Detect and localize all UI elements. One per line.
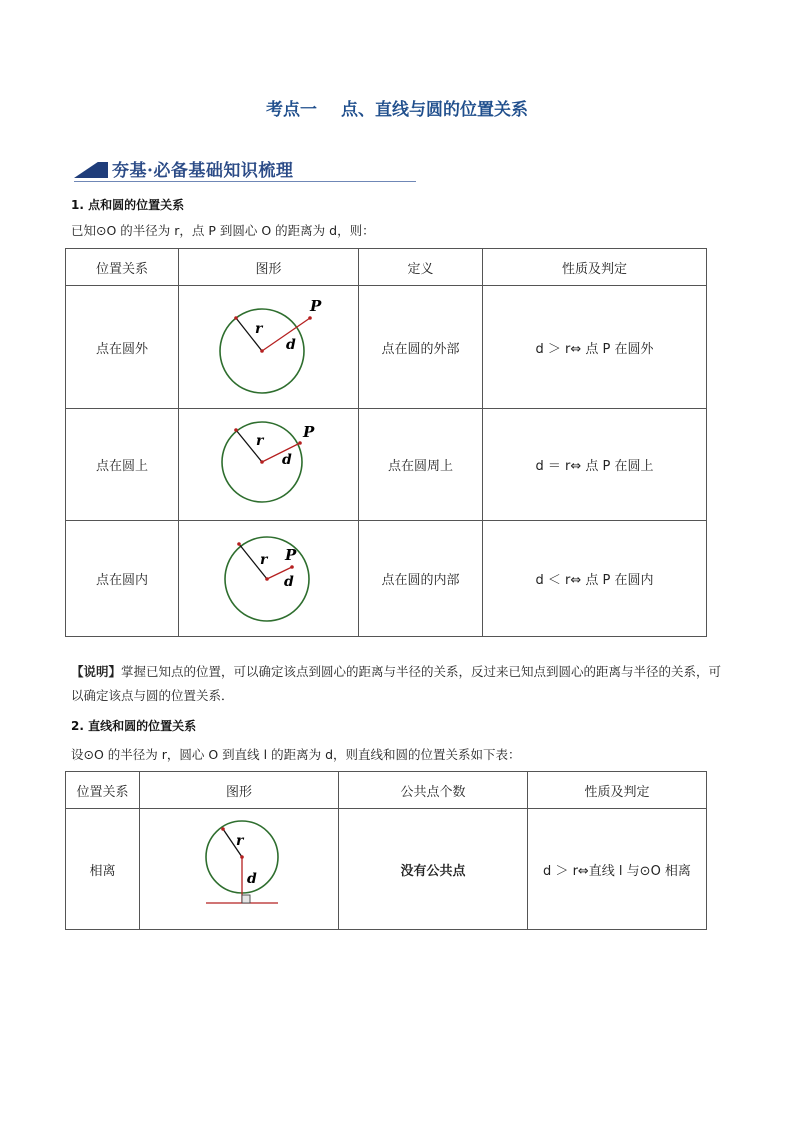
line-separate-figure — [140, 810, 338, 929]
svg-text:d: d — [247, 870, 257, 887]
header-cell: 公共点个数 — [339, 772, 528, 809]
svg-text:P: P — [310, 296, 322, 315]
table-row — [66, 809, 707, 930]
section-1-heading: 1. 点和圆的位置关系 — [71, 198, 185, 212]
common-points-cell: 没有公共点 — [339, 809, 528, 930]
property-cell: d ＜ r⇔ 点 P 在圆内 — [483, 521, 707, 637]
definition-cell: 点在圆周上 — [359, 409, 483, 521]
table-row — [66, 409, 707, 521]
section-banner — [74, 154, 416, 182]
page-title — [0, 95, 794, 120]
point-on-circle-figure — [179, 410, 358, 520]
figure-cell — [179, 409, 359, 521]
property-cell: d ＝ r⇔ 点 P 在圆上 — [483, 409, 707, 521]
header-cell: 位置关系 — [66, 249, 179, 286]
figure-cell — [140, 809, 339, 930]
figure-cell — [179, 521, 359, 637]
header-cell: 图形 — [179, 249, 359, 286]
svg-text:r: r — [255, 320, 263, 337]
line-circle-table — [65, 771, 707, 930]
table-header-row — [66, 249, 707, 286]
header-cell: 性质及判定 — [483, 249, 707, 286]
svg-text:d: d — [286, 336, 296, 353]
figure-cell — [179, 286, 359, 409]
section-2-heading: 2. 直线和圆的位置关系 — [71, 719, 197, 733]
property-cell: d ＞ r⇔直线 l 与⊙O 相离 — [528, 809, 707, 930]
header-cell: 定义 — [359, 249, 483, 286]
property-cell: d ＞ r⇔ 点 P 在圆外 — [483, 286, 707, 409]
note-paragraph — [71, 660, 731, 708]
section-1-intro: 已知⊙O 的半径为 r，点 P 到圆心 O 的距离为 d，则： — [71, 223, 375, 238]
relation-cell: 点在圆内 — [66, 521, 179, 637]
svg-text:P: P — [303, 422, 315, 441]
svg-text:P: P — [285, 545, 297, 564]
banner-bar — [74, 162, 108, 178]
section-2-intro: 设⊙O 的半径为 r，圆心 O 到直线 l 的距离为 d，则直线和圆的位置关系如下表： — [71, 747, 521, 762]
header-cell: 图形 — [140, 772, 339, 809]
svg-text:d: d — [282, 451, 292, 468]
note-text: 掌握已知点的位置，可以确定该点到圆心的距离与半径的关系，反过来已知点到圆心的距离与半径的关系，可以确定该点与圆的位置关系． — [71, 664, 722, 703]
svg-text:d: d — [284, 573, 294, 590]
point-circle-table — [65, 248, 707, 637]
svg-text:r: r — [236, 832, 244, 849]
note-prefix: 【说明】 — [71, 664, 122, 679]
svg-text:r: r — [256, 432, 264, 449]
definition-cell: 点在圆的外部 — [359, 286, 483, 409]
title-part-1: 考点一 — [266, 100, 317, 120]
table-row — [66, 286, 707, 409]
header-cell: 性质及判定 — [528, 772, 707, 809]
table-header-row — [66, 772, 707, 809]
title-part-2: 点、直线与圆的位置关系 — [341, 100, 528, 120]
banner-underline — [74, 181, 416, 182]
header-cell: 位置关系 — [66, 772, 140, 809]
relation-cell: 点在圆外 — [66, 286, 179, 409]
definition-cell: 点在圆的内部 — [359, 521, 483, 637]
relation-cell: 点在圆上 — [66, 409, 179, 521]
svg-text:r: r — [260, 551, 268, 568]
point-inside-figure — [179, 522, 358, 636]
relation-cell: 相离 — [66, 809, 140, 930]
table-row — [66, 521, 707, 637]
point-outside-figure — [179, 287, 358, 408]
banner-text: 夯基·必备基础知识梳理 — [112, 161, 294, 181]
